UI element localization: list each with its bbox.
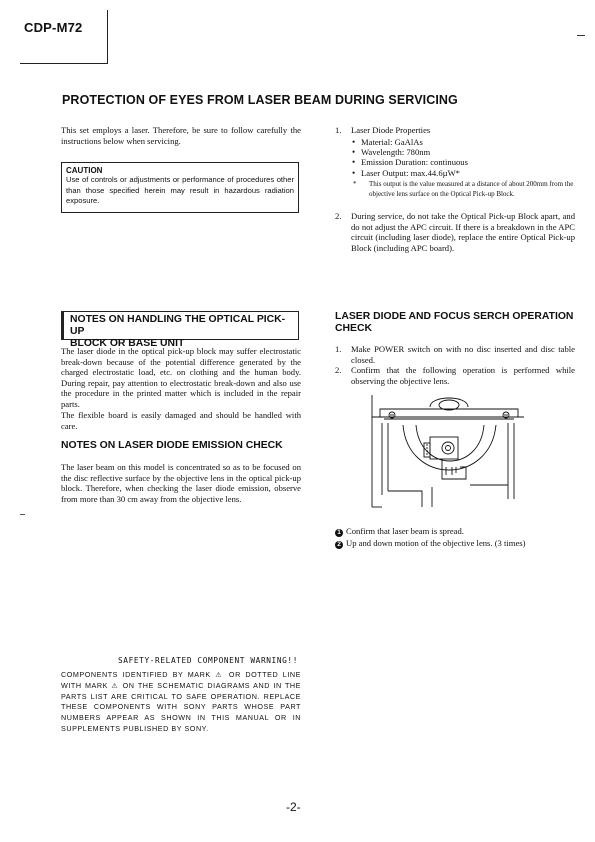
warning-triangle-icon: ⚠ (111, 680, 120, 690)
property-material: • Material: GaAlAs (351, 137, 575, 147)
page-title: PROTECTION OF EYES FROM LASER BEAM DURING SERVICING (62, 93, 458, 107)
list-number: 2. (335, 365, 342, 376)
caution-title: CAUTION (66, 166, 103, 175)
emission-check-title: NOTES ON LASER DIODE EMISSION CHECK (61, 440, 283, 451)
diagram-legend (335, 525, 525, 549)
laser-properties-title: Laser Diode Properties (351, 125, 431, 135)
output-footnote (351, 179, 575, 199)
page-number: -2- (286, 800, 301, 814)
model-name: CDP-M72 (24, 20, 83, 35)
list-item (335, 344, 575, 365)
step-text: Make POWER switch on with no disc inserted and disc table closed. (351, 344, 575, 365)
laser-properties-section (335, 125, 575, 254)
header-divider-horizontal (20, 63, 108, 64)
property-emission-duration: • Emission Duration: continuous (351, 157, 575, 167)
focus-search-title-line1: LASER DIODE AND FOCUS SERCH OPERATION (335, 311, 574, 322)
caution-box (61, 162, 299, 213)
safety-text-part1: COMPONENTS IDENTIFIED BY MARK (61, 670, 211, 679)
notes-handling-title-line2: BLOCK OR BASE UNIT (70, 338, 185, 349)
handling-paragraph: The laser diode in the optical pick-up block may suffer electrostatic break-down because of the potential difference generated by the charged electrostatic load, etc. on clothing and the human body. During repair, pay attention to electrostatic break-down and also use the procedure in the printed matter which is included in the repair parts. (61, 346, 301, 409)
footnote-text: This output is the value measured at a distance of about 200mm from the objective lens surface on the Optical Pick-up Block. (369, 180, 574, 199)
legend-text: Up and down motion of the objective lens. (3 times) (346, 538, 526, 548)
list-item (335, 365, 575, 386)
service-instruction: During service, do not take the Optical Pick-up Block apart, and do not adjust the APC circuit. If there is a breakdown in the APC circuit (including laser diode), replace the entire Optical Pick-up Block (including APC board). (351, 211, 575, 253)
list-item (335, 211, 575, 253)
emission-check-paragraph: The laser beam on this model is concentrated so as to be focused on the disc reflective surface by the objective lens in the optical pick-up block. Therefore, when checking the laser diode emission, observe from more than 30 cm away from the objective lens. (61, 462, 301, 504)
legend-item (335, 537, 525, 549)
header-divider-vertical (107, 10, 108, 64)
marker-1-icon: 1 (335, 529, 343, 537)
notes-handling-box (61, 311, 299, 349)
safety-text-part2: OR DOTTED LINE WITH MARK (61, 670, 301, 690)
footnote-star: * (353, 180, 357, 189)
objective-lens-icon (439, 400, 459, 410)
corner-mark (577, 35, 585, 36)
focus-search-title-line2: CHECK (335, 323, 372, 334)
list-item (335, 125, 575, 199)
list-number: 2. (335, 211, 342, 222)
property-wavelength: • Wavelength: 780nm (351, 147, 575, 157)
notes-handling-title-line1: NOTES ON HANDLING THE OPTICAL PICK-UP (70, 314, 286, 337)
marker-2-icon: 2 (335, 541, 343, 549)
list-number: 1. (335, 344, 342, 354)
property-laser-output: • Laser Output: max.44.6µW* (351, 168, 575, 178)
focus-search-title (335, 311, 580, 335)
safety-warning-text (61, 670, 301, 735)
caution-text: Use of controls or adjustments or performance of procedures other than those specified herein may result in hazardous radiation exposure. (66, 175, 294, 206)
legend-text: Confirm that laser beam is spread. (346, 526, 464, 536)
optical-pickup-diagram (368, 395, 528, 520)
flexible-board-paragraph: The flexible board is easily damaged and should be handled with care. (61, 410, 301, 431)
list-number: 1. (335, 125, 342, 135)
safety-warning-title: SAFETY-RELATED COMPONENT WARNING!! (118, 656, 298, 665)
step-text: Confirm that the following operation is performed while observing the objective lens. (351, 365, 575, 386)
legend-item (335, 525, 525, 537)
safety-text-part3: ON THE SCHEMATIC DIAGRAMS AND IN THE PARTS LIST ARE CRITICAL TO SAFE OPERATION. REPLACE THESE COMPONENTS WITH SONY PARTS WHOSE PART NUMBERS APPEAR AS SHOWN IN THIS MANUAL OR IN SUPPLEMENTS PUBLISHED BY SONY. (61, 680, 301, 733)
warning-triangle-icon: ⚠ (215, 670, 225, 679)
margin-mark (20, 514, 25, 515)
focus-search-steps (335, 344, 575, 386)
intro-paragraph: This set employs a laser. Therefore, be sure to follow carefully the instructions below when servicing. (61, 125, 301, 146)
